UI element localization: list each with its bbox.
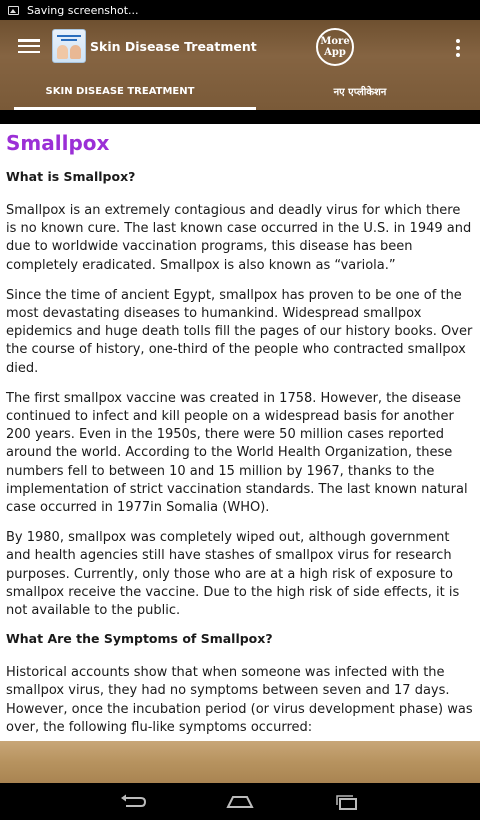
article-paragraph: Historical accounts show that when someone was infected with the smallpox virus, they had no symptoms between seven and 17 days. However, once the incubation period (or virus development phase) was over, the following flu-like symptoms occurred: [6,665,473,735]
more-app-label-line2: App [324,47,346,58]
app-title: Skin Disease Treatment [90,38,257,54]
image-icon [8,6,19,15]
status-bar [0,0,480,20]
more-app-label-line1: More [320,36,350,47]
status-notification-text: Saving screenshot... [27,3,139,17]
section-heading: What Are the Symptoms of Smallpox? [6,631,273,647]
tab-skin-disease-treatment[interactable]: SKIN DISEASE TREATMENT [45,85,195,97]
tab-new-applications[interactable]: नए एप्लीकेशन [333,87,387,98]
section-heading: What is Smallpox? [6,169,136,184]
article-content[interactable] [0,124,480,741]
app-logo [52,29,86,63]
tab-bar [0,72,480,110]
article-paragraph: Since the time of ancient Egypt, smallpox has proven to be one of the most devastating diseases to humankind. Widespread smallpox epidemics and huge death tolls fill the pages of our history books. Over the course of history, one-third of the people who contracted smallpox died. [6,287,473,376]
recents-icon[interactable] [327,787,367,817]
app-bar [0,20,480,110]
more-app-button[interactable] [316,28,354,66]
article-title: Smallpox [6,131,110,155]
bottom-banner-area [0,741,480,783]
tab-selected-indicator [14,107,256,110]
more-vert-icon[interactable] [456,39,460,57]
home-icon[interactable] [220,787,260,817]
article-paragraph: By 1980, smallpox was completely wiped out, although government and health agencies still have stashes of smallpox virus for research purposes. Currently, only those who are at a high risk of exposure to smallpox receive the vaccine. Due to the high risk of side effects, it is not available to the public. [6,530,460,619]
system-navigation-bar [0,783,480,820]
toolbar [0,20,480,72]
hamburger-menu-icon[interactable] [18,39,40,53]
back-icon[interactable] [113,787,153,817]
article-paragraph: Smallpox is an extremely contagious and deadly virus for which there is no known cure. The last known case occurred in the U.S. in 1949 and due to worldwide vaccination programs, this disease has been completely eradicated. Smallpox is also known as “variola.” [6,203,472,273]
article-paragraph: The first smallpox vaccine was created in 1758. However, the disease continued to infect and kill people on a widespread basis for another 200 years. Even in the 1950s, there were 50 million cases reported around the world. According to the World Health Organization, these numbers fell to between 10 and 15 million by 1967, thanks to the implementation of strict vaccination standards. The last known natural case occurred in 1977in Somalia (WHO). [6,390,468,516]
